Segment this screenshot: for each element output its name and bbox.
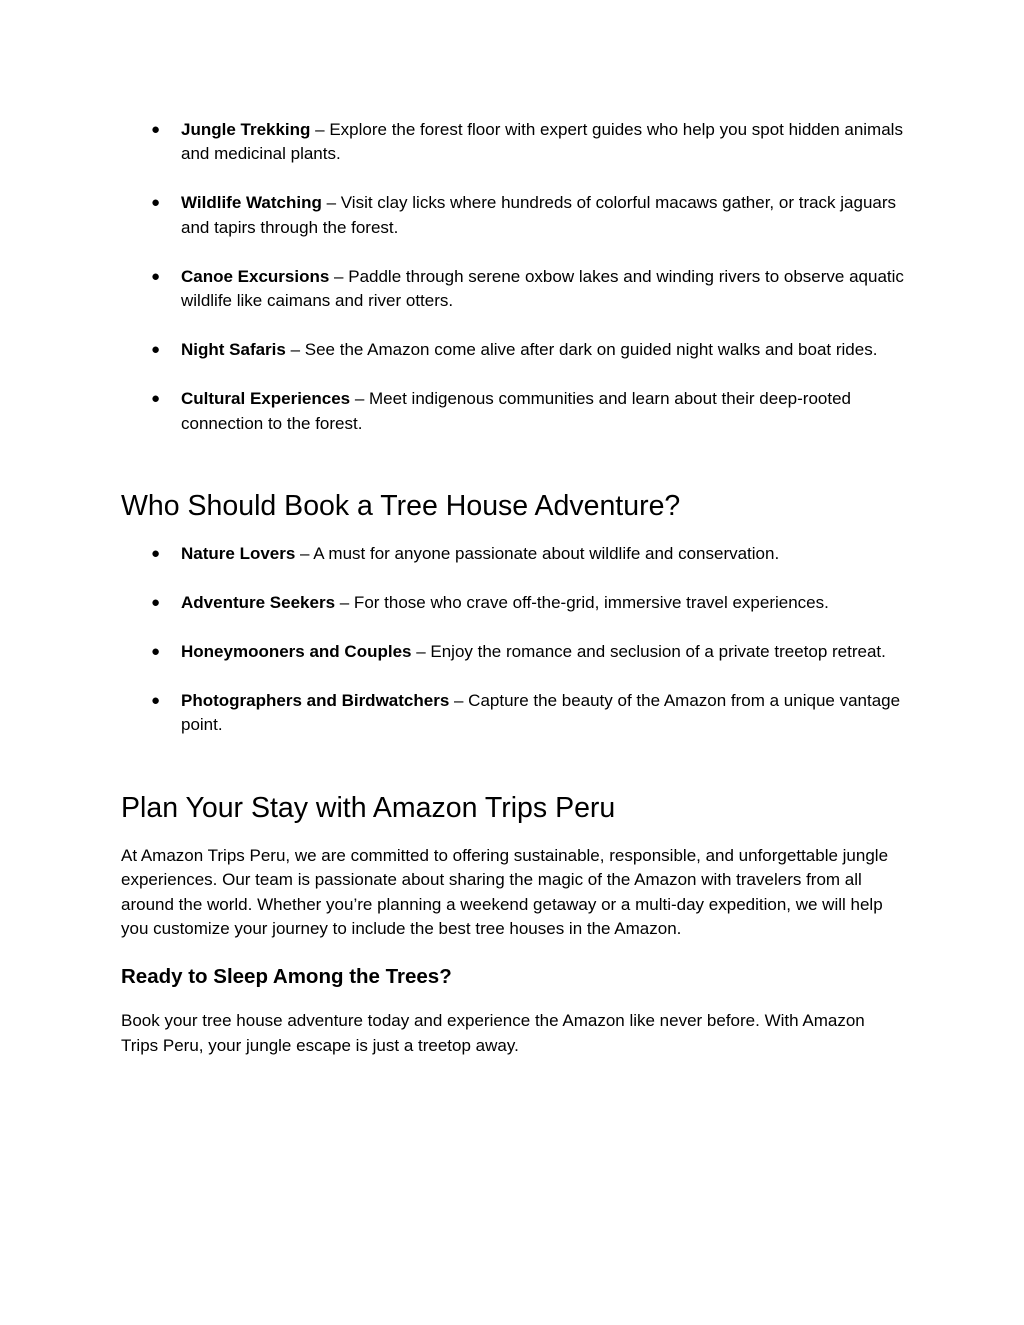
bullet-icon: ● [151, 194, 161, 212]
list-item-title: Jungle Trekking [181, 120, 311, 139]
plan-paragraph: At Amazon Trips Peru, we are committed to offering sustainable, responsible, and unforgettable jungle experiences. Our team is passionate about sharing the magic of the Amazon with travelers from all around the world. Whether you’re planning a weekend getaway or a multi-day expedition, we will help you customize your journey to include the best tree houses in the Amazon. [121, 845, 889, 939]
list-item-title: Wildlife Watching [181, 193, 322, 213]
bullet-icon: ● [151, 267, 161, 285]
bullet-icon: ● [151, 545, 161, 563]
list-item [121, 118, 906, 167]
list-item-text: – Meet indigenous communities and learn about their deep-rooted connection to the forest. [181, 389, 851, 433]
list-item-title: Night Safaris [181, 340, 286, 360]
list-item [121, 689, 906, 738]
who-heading: Who Should Book a Tree House Adventure? [121, 490, 681, 523]
list-item-title: Cultural Experiences [181, 389, 351, 409]
list-item [121, 640, 906, 664]
list-item-title: Photographers and Birdwatchers [181, 691, 450, 711]
list-item [121, 542, 906, 566]
plan-heading: Plan Your Stay with Amazon Trips Peru [121, 791, 616, 824]
list-item-text: – See the Amazon come alive after dark on guided night walks and boat rides. [285, 340, 878, 360]
list-item-text: – Enjoy the romance and seclusion of a private treetop retreat. [411, 642, 886, 662]
list-item [121, 387, 906, 436]
list-item-title: Honeymooners and Couples [181, 642, 412, 662]
bullet-icon: ● [151, 390, 161, 408]
list-item-text: – Capture the beauty of the Amazon from a unique vantage point. [181, 691, 901, 735]
list-item-title: Canoe Excursions [181, 266, 330, 286]
list-item-title: Adventure Seekers [181, 593, 336, 613]
list-item-title: Nature Lovers [181, 544, 296, 564]
list-item-text: – For those who crave off-the-grid, immersive travel experiences. [335, 593, 829, 613]
activities-list [121, 118, 906, 436]
document-page [121, 118, 906, 1058]
list-item-text: – Explore the forest floor with expert guides who help you spot hidden animals and medicinal plants. [181, 120, 903, 164]
ready-paragraph: Book your tree house adventure today and experience the Amazon like never before. With Amazon Trips Peru, your jungle escape is just a treetop away. [121, 1011, 865, 1055]
bullet-icon: ● [151, 594, 161, 612]
list-item-text: – A must for anyone passionate about wildlife and conservation. [295, 544, 780, 564]
list-item [121, 191, 906, 240]
bullet-icon: ● [151, 643, 161, 661]
list-item [121, 338, 906, 362]
bullet-icon: ● [151, 341, 161, 359]
who-list [121, 542, 906, 738]
list-item [121, 591, 906, 615]
list-item [121, 265, 906, 314]
bullet-icon: ● [151, 692, 161, 710]
bullet-icon: ● [151, 121, 161, 138]
list-item-text: – Visit clay licks where hundreds of colorful macaws gather, or track jaguars and tapirs through the forest. [181, 193, 897, 237]
list-item-text: – Paddle through serene oxbow lakes and winding rivers to observe aquatic wildlife like caimans and river otters. [181, 266, 904, 311]
ready-heading: Ready to Sleep Among the Trees? [121, 965, 452, 989]
